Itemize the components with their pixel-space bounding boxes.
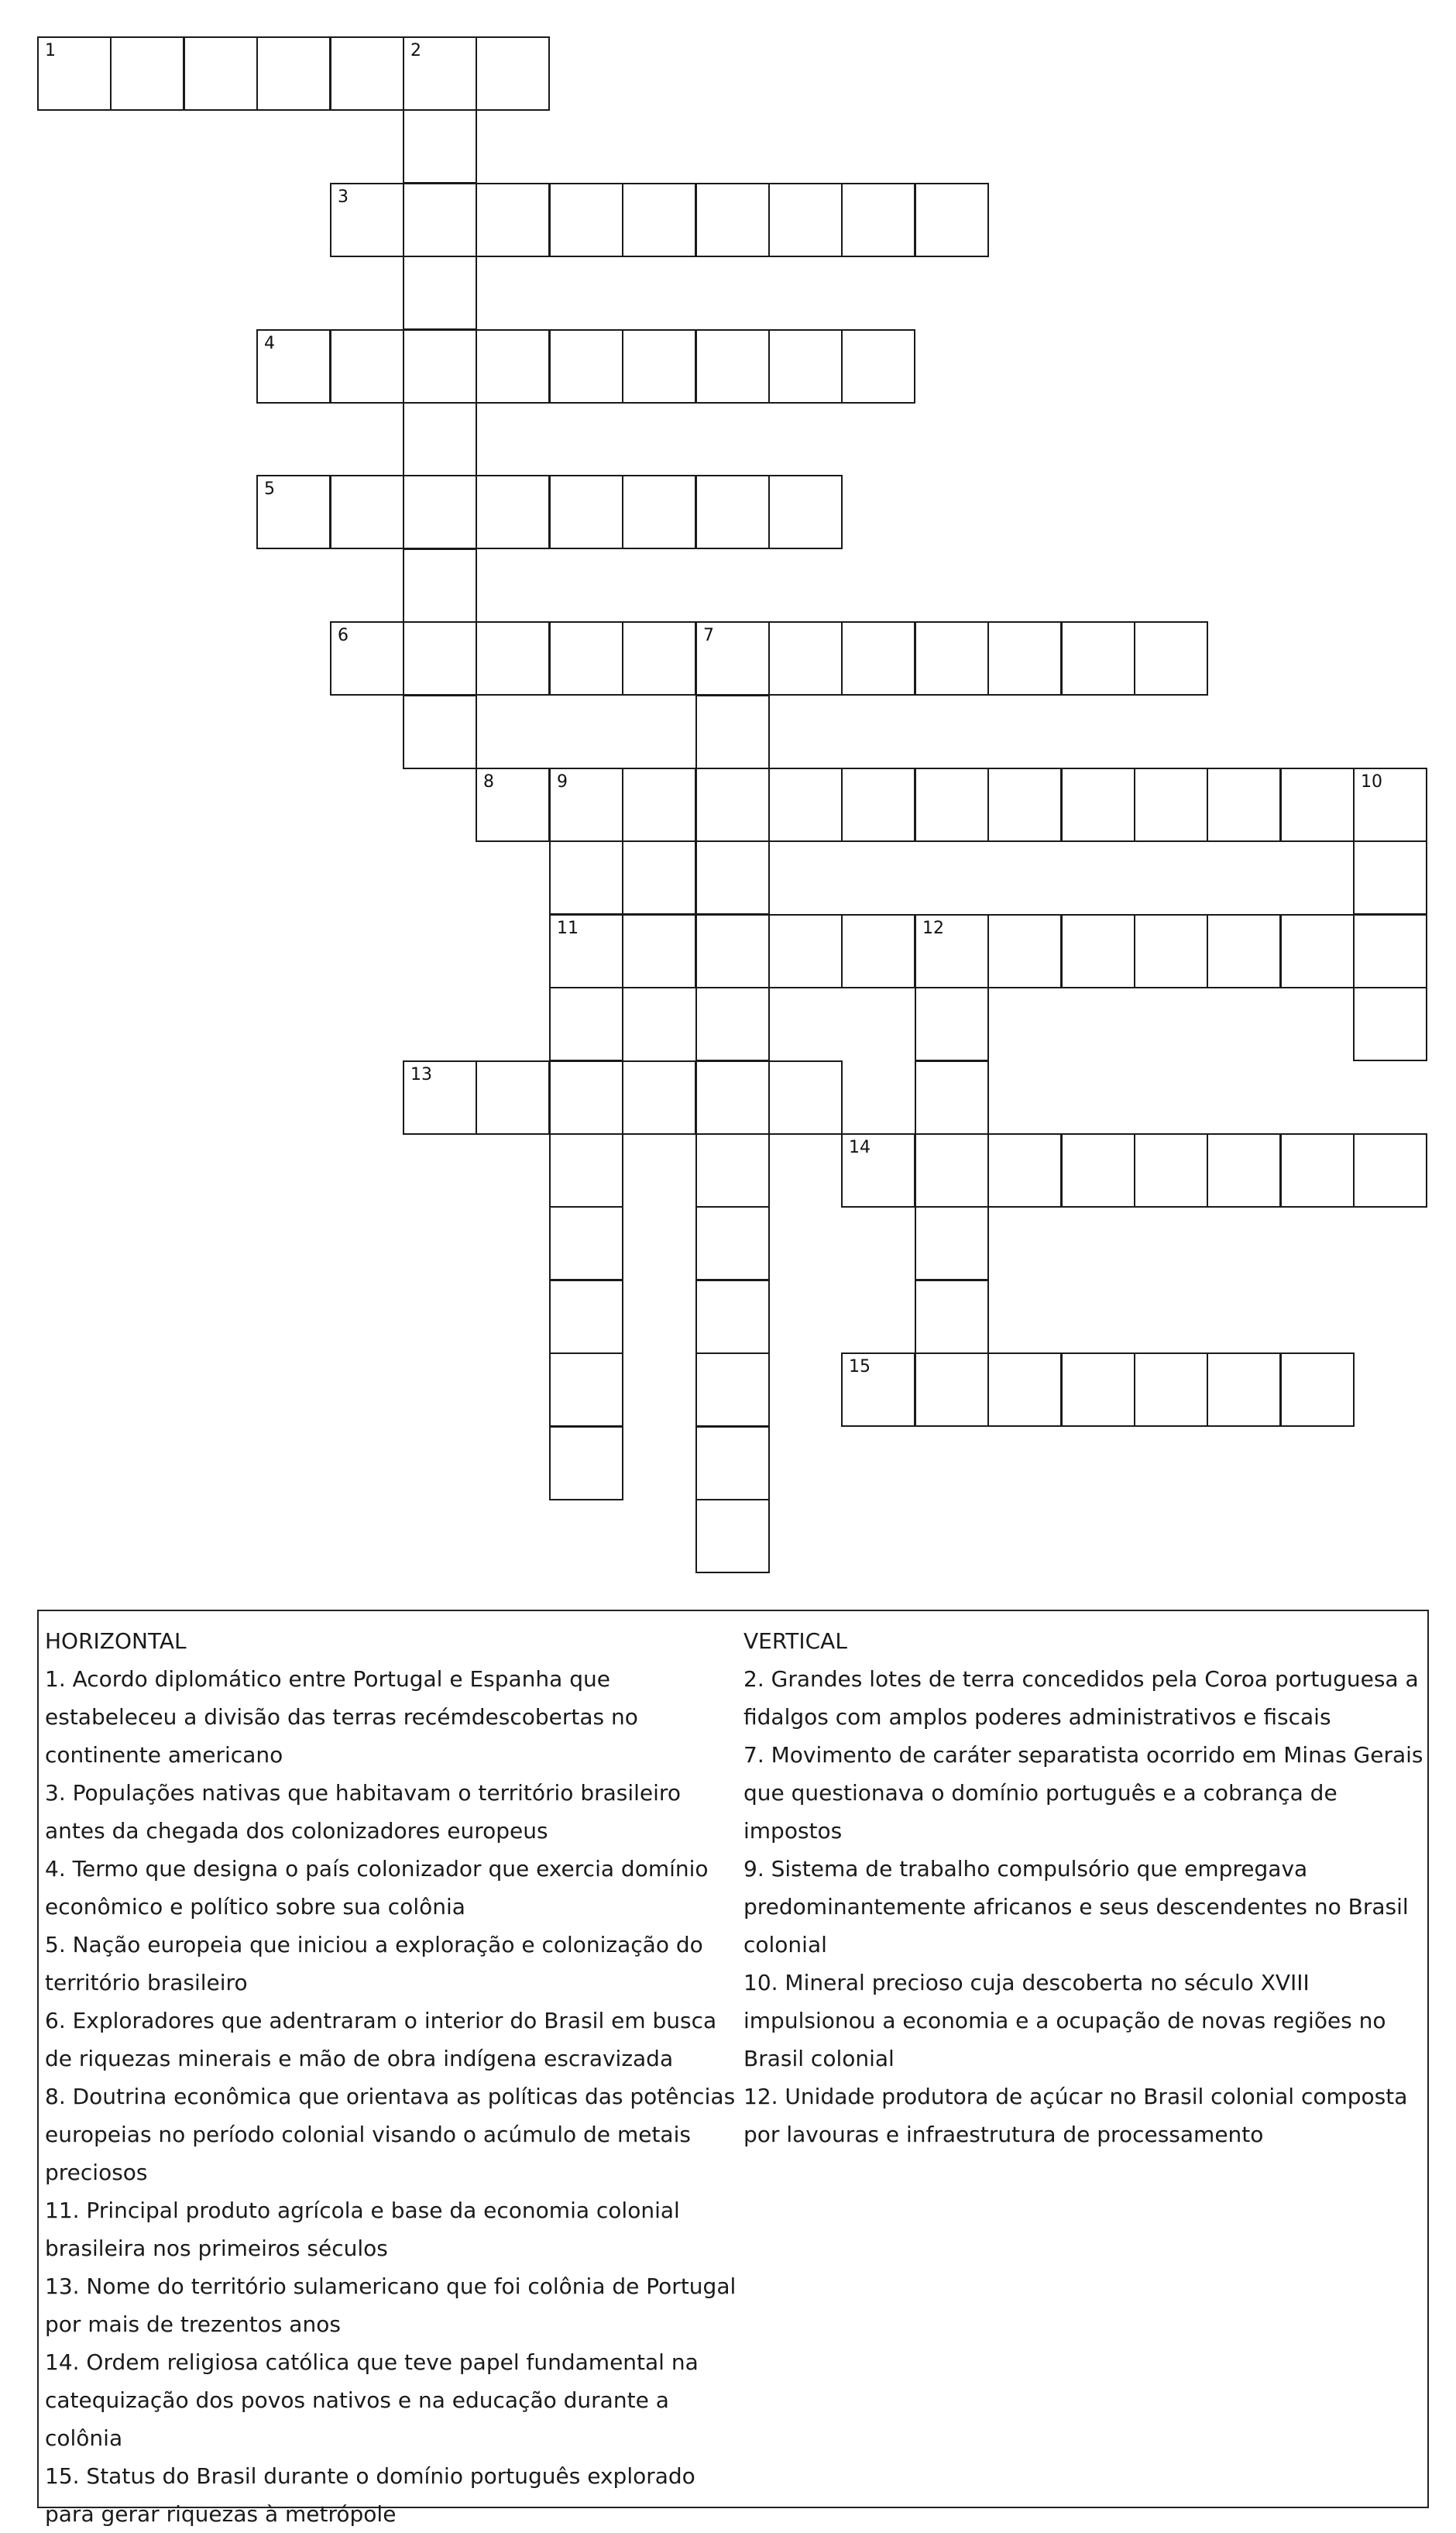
clue-number: 15 — [849, 1357, 871, 1376]
clue-number: 11 — [557, 919, 579, 938]
horizontal-clue-15: 15. Status do Brasil durante o domínio português explorado para gerar riquezas à metrópole — [45, 2463, 695, 2527]
grid-cell[interactable] — [695, 1206, 770, 1280]
clue-number: 10 — [1361, 772, 1382, 792]
grid-cell[interactable] — [1353, 1133, 1427, 1208]
grid-cell[interactable] — [403, 548, 477, 623]
grid-cell[interactable] — [1207, 1133, 1281, 1208]
grid-cell[interactable] — [403, 402, 477, 476]
vertical-clue-10: 10. Mineral precioso cuja descoberta no século XVIII impulsionou a economia e a ocupação de novas regiões no Brasil colonial — [743, 1970, 1386, 2071]
vertical-clue-9: 9. Sistema de trabalho compulsório que empregava predominantemente africanos e seus descendentes no Brasil colonial — [743, 1856, 1409, 1957]
grid-cell[interactable] — [622, 1060, 696, 1135]
grid-cell[interactable] — [841, 768, 915, 842]
grid-cell[interactable] — [768, 183, 843, 257]
horizontal-clue-6: 6. Exploradores que adentraram o interior do Brasil em busca de riquezas minerais e mão de obra indígena escravizada — [45, 2008, 717, 2071]
grid-cell[interactable] — [915, 621, 989, 696]
vertical-heading: VERTICAL — [743, 1628, 847, 1654]
grid-cell[interactable] — [1061, 1352, 1135, 1427]
grid-cell[interactable] — [1134, 1133, 1208, 1208]
grid-cell[interactable] — [841, 183, 915, 257]
grid-cell[interactable] — [841, 914, 915, 988]
horizontal-clue-3: 3. Populações nativas que habitavam o território brasileiro antes da chegada dos colonizadores europeus — [45, 1780, 681, 1844]
grid-cell[interactable] — [695, 840, 770, 915]
grid-cell[interactable] — [622, 329, 696, 404]
grid-cell[interactable] — [549, 840, 623, 915]
grid-cell[interactable] — [403, 256, 477, 330]
grid-cell[interactable] — [915, 183, 989, 257]
grid-cell[interactable] — [915, 1206, 989, 1280]
grid-cell[interactable] — [476, 475, 550, 549]
grid-cell[interactable] — [695, 183, 770, 257]
grid-cell[interactable] — [549, 1352, 623, 1427]
grid-cell[interactable] — [1280, 914, 1355, 988]
grid-cell[interactable] — [549, 987, 623, 1061]
grid-cell[interactable] — [1353, 914, 1427, 988]
grid-cell[interactable] — [1353, 768, 1427, 842]
clue-number: 12 — [922, 919, 944, 938]
vertical-clue-12: 12. Unidade produtora de açúcar no Brasil colonial composta por lavouras e infraestrutura de processamento — [743, 2084, 1408, 2147]
grid-cell[interactable] — [256, 475, 331, 549]
clue-number: 3 — [338, 187, 349, 207]
grid-cell[interactable] — [476, 329, 550, 404]
grid-cell[interactable] — [695, 475, 770, 549]
grid-cell[interactable] — [841, 1352, 915, 1427]
vertical-clue-7: 7. Movimento de caráter separatista ocorrido em Minas Gerais que questionava o domínio português e a cobrança de impostos — [743, 1742, 1423, 1844]
grid-cell[interactable] — [330, 183, 404, 257]
grid-cell[interactable] — [622, 475, 696, 549]
grid-cell[interactable] — [549, 1206, 623, 1280]
grid-cell[interactable] — [987, 621, 1062, 696]
grid-cell[interactable] — [1134, 1352, 1208, 1427]
vertical-clue-2: 2. Grandes lotes de terra concedidos pela Coroa portuguesa a fidalgos com amplos poderes administrativos e fiscais — [743, 1666, 1419, 1730]
grid-cell[interactable] — [549, 621, 623, 696]
grid-cell[interactable] — [549, 768, 623, 842]
grid-cell[interactable] — [1280, 1133, 1355, 1208]
grid-cell[interactable] — [768, 914, 843, 988]
grid-cell[interactable] — [549, 329, 623, 404]
clue-number: 13 — [410, 1065, 432, 1084]
grid-cell[interactable] — [695, 695, 770, 769]
grid-cell[interactable] — [1134, 621, 1208, 696]
grid-cell[interactable] — [1353, 840, 1427, 915]
grid-cell[interactable] — [549, 475, 623, 549]
horizontal-clue-14: 14. Ordem religiosa católica que teve papel fundamental na catequização dos povos nativos e na educação durante a colônia — [45, 2349, 699, 2451]
grid-cell[interactable] — [330, 475, 404, 549]
grid-cell[interactable] — [403, 329, 477, 404]
grid-cell[interactable] — [1134, 768, 1208, 842]
clue-number: 14 — [849, 1138, 871, 1157]
grid-cell[interactable] — [476, 183, 550, 257]
horizontal-clue-13: 13. Nome do território sulamericano que foi colônia de Portugal por mais de trezentos anos — [45, 2274, 737, 2337]
grid-cell[interactable] — [768, 329, 843, 404]
clue-number: 8 — [483, 772, 494, 792]
grid-cell[interactable] — [1207, 768, 1281, 842]
clue-number: 9 — [557, 772, 568, 792]
clue-number: 1 — [45, 41, 56, 60]
clue-number: 4 — [264, 334, 275, 353]
clue-number: 6 — [338, 626, 349, 645]
grid-cell[interactable] — [403, 109, 477, 184]
grid-cell[interactable] — [256, 36, 331, 111]
grid-cell[interactable] — [476, 36, 550, 111]
horizontal-heading: HORIZONTAL — [45, 1628, 187, 1654]
grid-cell[interactable] — [1134, 914, 1208, 988]
grid-cell[interactable] — [403, 183, 477, 257]
clue-number: 7 — [703, 626, 714, 645]
grid-cell[interactable] — [841, 329, 915, 404]
grid-cell[interactable] — [1353, 987, 1427, 1061]
grid-cell[interactable] — [403, 621, 477, 696]
grid-cell[interactable] — [476, 621, 550, 696]
clue-number: 2 — [410, 41, 421, 60]
grid-cell[interactable] — [695, 1499, 770, 1573]
grid-cell[interactable] — [622, 183, 696, 257]
grid-cell[interactable] — [403, 475, 477, 549]
grid-cell[interactable] — [695, 768, 770, 842]
grid-cell[interactable] — [1280, 768, 1355, 842]
grid-cell[interactable] — [330, 329, 404, 404]
grid-cell[interactable] — [622, 840, 696, 915]
grid-cell[interactable] — [1061, 1133, 1135, 1208]
grid-cell[interactable] — [1280, 1352, 1355, 1427]
clue-number: 5 — [264, 479, 275, 499]
horizontal-clues — [45, 1622, 742, 2533]
grid-cell[interactable] — [768, 475, 843, 549]
grid-cell[interactable] — [987, 914, 1062, 988]
grid-cell[interactable] — [695, 1133, 770, 1208]
grid-cell[interactable] — [768, 1060, 843, 1135]
grid-cell[interactable] — [330, 36, 404, 111]
grid-cell[interactable] — [768, 768, 843, 842]
grid-cell[interactable] — [841, 1133, 915, 1208]
grid-cell[interactable] — [37, 36, 112, 111]
grid-cell[interactable] — [915, 987, 989, 1061]
grid-cell[interactable] — [403, 1060, 477, 1135]
grid-cell[interactable] — [549, 914, 623, 988]
grid-cell[interactable] — [476, 768, 550, 842]
vertical-clues — [743, 1622, 1425, 2153]
grid-cell[interactable] — [403, 36, 477, 111]
grid-cell[interactable] — [915, 1280, 989, 1354]
grid-cell[interactable] — [695, 1352, 770, 1427]
grid-cell[interactable] — [987, 768, 1062, 842]
grid-cell[interactable] — [695, 914, 770, 988]
grid-cell[interactable] — [622, 914, 696, 988]
grid-cell[interactable] — [549, 1426, 623, 1500]
grid-cell[interactable] — [695, 621, 770, 696]
grid-cell[interactable] — [110, 36, 184, 111]
clues-box — [37, 1610, 1429, 2527]
horizontal-clue-4: 4. Termo que designa o país colonizador que exercia domínio econômico e político sobre sua colônia — [45, 1856, 709, 1920]
grid-cell[interactable] — [695, 1060, 770, 1135]
grid-cell[interactable] — [1061, 768, 1135, 842]
grid-cell[interactable] — [549, 1060, 623, 1135]
grid-cell[interactable] — [695, 1280, 770, 1354]
grid-cell[interactable] — [768, 621, 843, 696]
grid-cell[interactable] — [915, 1352, 989, 1427]
grid-cell[interactable] — [695, 329, 770, 404]
grid-cell[interactable] — [622, 621, 696, 696]
grid-cell[interactable] — [549, 1280, 623, 1354]
grid-cell[interactable] — [915, 914, 989, 988]
grid-cell[interactable] — [987, 1352, 1062, 1427]
grid-cell[interactable] — [1061, 621, 1135, 696]
grid-cell[interactable] — [549, 183, 623, 257]
grid-cell[interactable] — [987, 1133, 1062, 1208]
grid-cell[interactable] — [184, 36, 258, 111]
grid-cell[interactable] — [695, 987, 770, 1061]
grid-cell[interactable] — [1207, 914, 1281, 988]
grid-cell[interactable] — [256, 329, 331, 404]
horizontal-clue-5: 5. Nação europeia que iniciou a exploração e colonização do território brasileiro — [45, 1932, 703, 1995]
grid-cell[interactable] — [695, 1426, 770, 1500]
grid-cell[interactable] — [403, 695, 477, 769]
grid-cell[interactable] — [330, 621, 404, 696]
horizontal-clue-11: 11. Principal produto agrícola e base da economia colonial brasileira nos primeiros séculos — [45, 2198, 680, 2261]
grid-cell[interactable] — [622, 768, 696, 842]
horizontal-clue-1: 1. Acordo diplomático entre Portugal e Espanha que estabeleceu a divisão das terras recémdescobertas no continente americano — [45, 1666, 638, 1768]
grid-cell[interactable] — [549, 1133, 623, 1208]
horizontal-clue-8: 8. Doutrina econômica que orientava as políticas das potências europeias no período colonial visando o acúmulo de metais preciosos — [45, 2084, 736, 2185]
grid-cell[interactable] — [915, 1133, 989, 1208]
grid-cell[interactable] — [915, 1060, 989, 1135]
grid-cell[interactable] — [841, 621, 915, 696]
grid-cell[interactable] — [915, 768, 989, 842]
grid-cell[interactable] — [1061, 914, 1135, 988]
grid-cell[interactable] — [1207, 1352, 1281, 1427]
grid-cell[interactable] — [476, 1060, 550, 1135]
